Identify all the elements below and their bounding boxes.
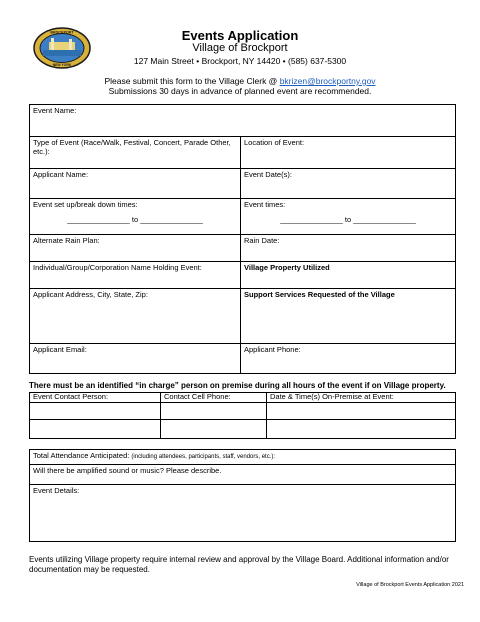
- support-services-label: Support Services Requested of the Village: [244, 290, 395, 299]
- form-version-footnote: Village of Brockport Events Application 2021: [356, 582, 464, 588]
- event-name-field[interactable]: [29, 104, 456, 137]
- contact-phone-input-2[interactable]: [160, 419, 267, 439]
- contact-phone-input-1[interactable]: [160, 402, 267, 420]
- rain-plan-label: Alternate Rain Plan:: [33, 236, 100, 245]
- contact-person-input-2[interactable]: [29, 419, 161, 439]
- contact-person-label: Event Contact Person:: [33, 392, 109, 401]
- submit-instructions: [0, 76, 480, 86]
- submit-text: Please submit this form to the Village Clerk @: [104, 76, 280, 86]
- attendance-label: Total Attendance Anticipated:: [33, 451, 132, 460]
- seal-top-text: BROCKPORT: [50, 30, 74, 35]
- holder-name-label: Individual/Group/Corporation Name Holding Event:: [33, 263, 202, 272]
- amplified-sound-label: Will there be amplified sound or music? Please describe.: [33, 466, 222, 475]
- advance-notice: Submissions 30 days in advance of planned event are recommended.: [108, 86, 372, 96]
- applicant-name-field[interactable]: [29, 168, 241, 199]
- location-label: Location of Event:: [244, 138, 305, 147]
- applicant-address-field[interactable]: [29, 288, 241, 344]
- form-title: Events Application: [181, 28, 299, 43]
- event-details-field[interactable]: [29, 484, 456, 542]
- setup-times-field[interactable]: [29, 198, 241, 235]
- village-address: 127 Main Street • Brockport, NY 14420 • (585) 637-5300: [133, 56, 347, 66]
- applicant-phone-field[interactable]: [240, 343, 456, 374]
- event-dates-label: Event Date(s):: [244, 170, 292, 179]
- type-of-event-label: Type of Event (Race/Walk, Festival, Concert, Parade Other, etc.):: [33, 138, 231, 156]
- applicant-address-label: Applicant Address, City, State, Zip:: [33, 290, 148, 299]
- setup-times-label: Event set up/break down times:: [33, 200, 138, 209]
- applicant-email-field[interactable]: [29, 343, 241, 374]
- event-times-blank: _______________ to _______________: [280, 214, 416, 224]
- applicant-name-label: Applicant Name:: [33, 170, 89, 179]
- on-premise-input-1[interactable]: [266, 402, 456, 420]
- rain-date-field[interactable]: [240, 234, 456, 262]
- rain-plan-field[interactable]: [29, 234, 241, 262]
- event-name-label: Event Name:: [33, 106, 77, 115]
- on-premise-label: Date & Time(s) On-Premise at Event:: [270, 392, 394, 401]
- village-name: Village of Brockport: [192, 42, 288, 54]
- support-services-field[interactable]: [240, 288, 456, 344]
- attendance-field[interactable]: [29, 449, 456, 465]
- applicant-email-label: Applicant Email:: [33, 345, 87, 354]
- on-premise-input-2[interactable]: [266, 419, 456, 439]
- rain-date-label: Rain Date:: [244, 236, 280, 245]
- event-details-label: Event Details:: [33, 486, 80, 495]
- event-dates-field[interactable]: [240, 168, 456, 199]
- location-field[interactable]: [240, 136, 456, 169]
- contact-phone-label: Contact Cell Phone:: [164, 392, 231, 401]
- property-utilized-field[interactable]: [240, 261, 456, 289]
- clerk-email-link[interactable]: bkrizen@brockportny.gov: [279, 76, 376, 86]
- contact-person-input-1[interactable]: [29, 402, 161, 420]
- type-of-event-field[interactable]: [29, 136, 241, 169]
- holder-name-field[interactable]: [29, 261, 241, 289]
- review-footer-text: Events utilizing Village property require internal review and approval by the Village Board. Additional information and/or documentation may be requested.: [29, 555, 449, 575]
- event-times-field[interactable]: [240, 198, 456, 235]
- attendance-note: (including attendees, participants, staff, vendors, etc.):: [131, 454, 276, 460]
- property-utilized-label: Village Property Utilized: [244, 263, 330, 272]
- seal-bottom-text: NEW YORK: [52, 63, 72, 67]
- in-charge-notice: There must be an identified “in charge” person on premise during all hours of the event if on Village property.: [29, 381, 446, 390]
- applicant-phone-label: Applicant Phone:: [244, 345, 301, 354]
- event-times-label: Event times:: [244, 200, 286, 209]
- setup-times-blank: _______________ to _______________: [67, 214, 203, 224]
- amplified-sound-field[interactable]: [29, 464, 456, 485]
